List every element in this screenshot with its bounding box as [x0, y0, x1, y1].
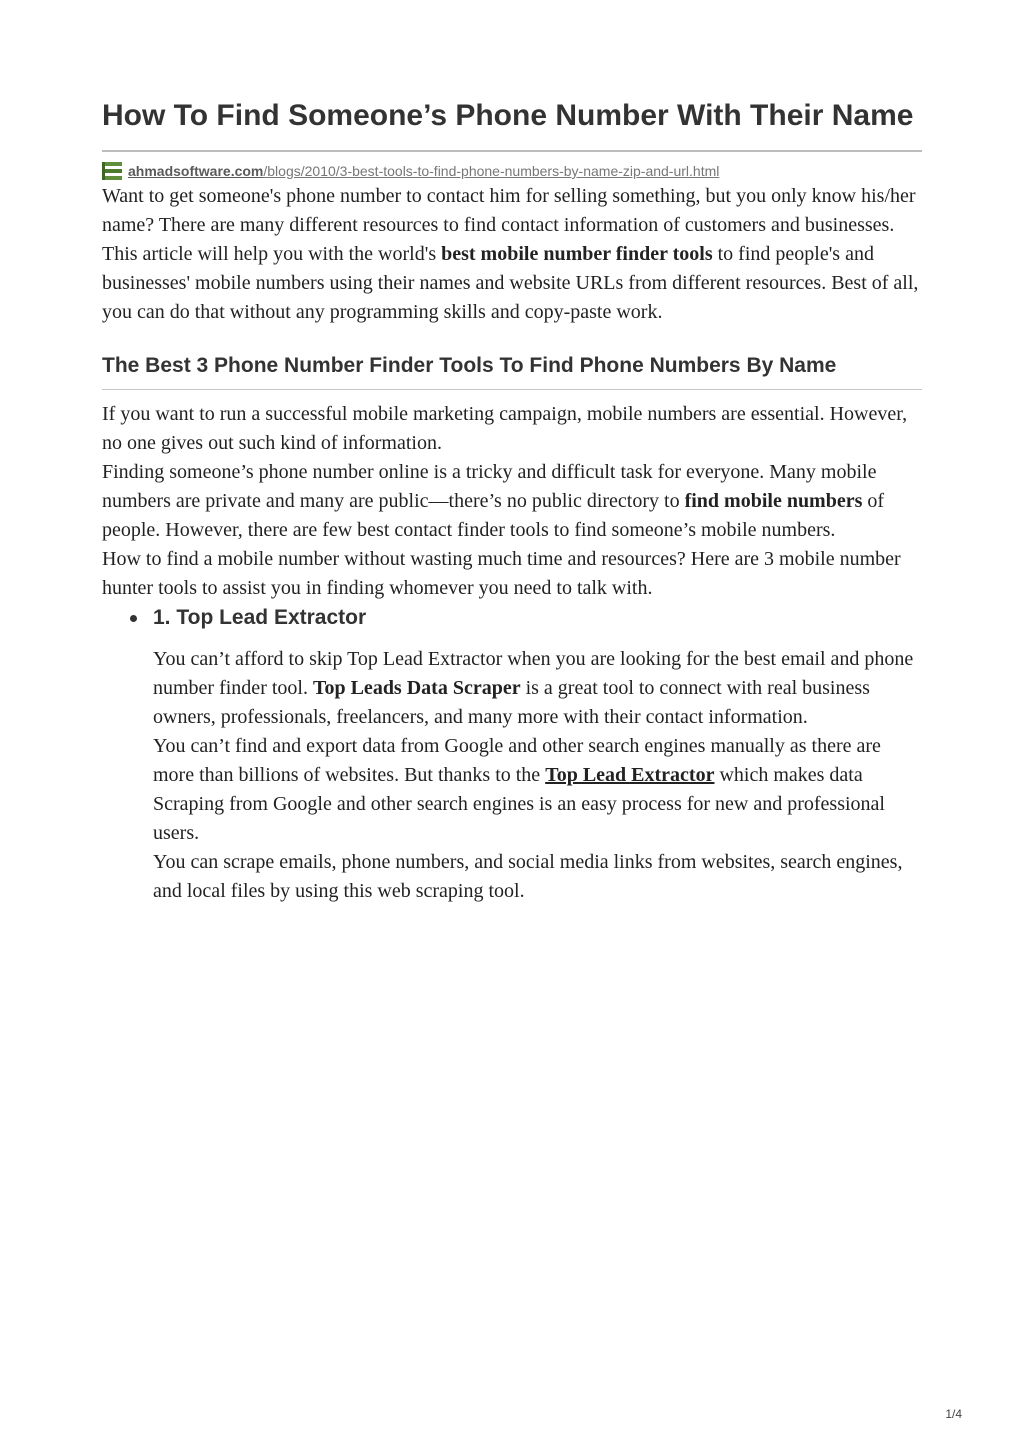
- page-number: 1/4: [945, 1407, 962, 1421]
- site-logo-icon: [102, 162, 122, 180]
- tool-heading: 1. Top Lead Extractor: [153, 606, 367, 629]
- section-paragraph-1: If you want to run a successful mobile marketing campaign, mobile numbers are essential. However, no one gives out such kind of information.: [102, 403, 908, 454]
- intro-paragraph: Want to get someone's phone number to contact him for selling something, but you only know his/her name? There are many different resources to find contact information of customers and businesses. This article will help you with the world's best mobile number finder tools to find people's and businesses' mobile numbers using their names and website URLs from different resources. Best of all, you can do that without any programming skills and copy-paste work.: [102, 185, 919, 323]
- list-item: [102, 603, 922, 906]
- tools-list: [102, 603, 922, 906]
- source-path-link[interactable]: /blogs/2010/3-best-tools-to-find-phone-numbers-by-name-zip-and-url.html: [263, 163, 720, 179]
- tool-paragraph-3: You can scrape emails, phone numbers, and social media links from websites, search engines, and local files by using this web scraping tool.: [153, 851, 903, 902]
- title-divider: [102, 150, 922, 152]
- section-paragraph-3: How to find a mobile number without wasting much time and resources? Here are 3 mobile number hunter tools to assist you in finding whomever you need to talk with.: [102, 548, 901, 599]
- tool-paragraph-1: You can’t afford to skip Top Lead Extractor when you are looking for the best email and phone number finder tool. Top Leads Data Scraper is a great tool to connect with real business owners, professionals, freelancers, and many more with their contact information.: [153, 648, 914, 728]
- tool-bold-phrase: Top Leads Data Scraper: [312, 677, 521, 699]
- bullet-icon: [130, 615, 137, 622]
- intro-bold-phrase: best mobile number finder tools: [441, 243, 713, 265]
- document-page: [102, 0, 922, 906]
- source-domain-link[interactable]: ahmadsoftware.com: [128, 163, 264, 179]
- section-paragraph-2: Finding someone’s phone number online is a tricky and difficult task for everyone. Many mobile numbers are private and many are public—there’s no public directory to find mobile numbers of people. However, there are few best contact finder tools to find someone’s mobile numbers.: [102, 461, 885, 541]
- section-bold-phrase: find mobile numbers: [684, 490, 863, 512]
- top-lead-extractor-link[interactable]: Top Lead Extractor: [545, 764, 715, 786]
- tool-paragraph-2: You can’t find and export data from Google and other search engines manually as there are more than billions of websites. But thanks to the Top Lead Extractor which makes data Scraping from Google and other search engines is an easy process for new and professional users.: [153, 735, 885, 844]
- page-title: How To Find Someone’s Phone Number With Their Name: [102, 99, 914, 132]
- source-url: [102, 160, 922, 182]
- section-divider: [102, 389, 922, 390]
- section-heading: The Best 3 Phone Number Finder Tools To Find Phone Numbers By Name: [102, 354, 837, 377]
